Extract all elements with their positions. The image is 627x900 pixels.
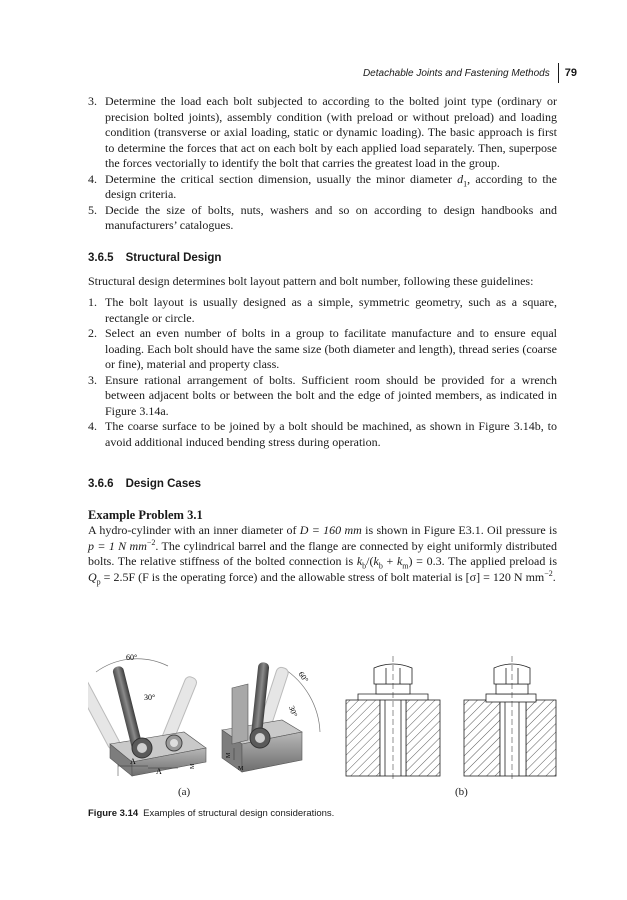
example-title: Example Problem 3.1 [88, 508, 203, 522]
dim-label-A: A [130, 757, 136, 766]
figure-drawing [88, 648, 557, 788]
figure-a-left [88, 653, 206, 776]
text: A hydro-cylinder with an inner diameter of [88, 523, 300, 537]
figure-label-a: (a) [178, 786, 191, 798]
subscript: 1 [463, 178, 468, 188]
list-number: 5. [88, 202, 97, 217]
list-item [88, 203, 557, 234]
subscript: m [402, 561, 409, 571]
dim-label-M: M [226, 752, 232, 758]
math-D: D = 160 mm [299, 523, 362, 537]
section-number: 3.6.6 [88, 478, 114, 490]
list-number: 4. [88, 419, 97, 433]
angle-label-30: 30° [286, 704, 300, 719]
section-number: 3.6.5 [88, 251, 114, 264]
guidelines-list [88, 295, 557, 450]
dim-label-A: A [156, 767, 162, 776]
list-text: The coarse surface to be joined by a bolt should be machined, as shown in Figure 3.14b, to avoid additional induced bending stress during operation. [105, 419, 557, 449]
figure-b-left [346, 656, 440, 782]
page-body [88, 94, 557, 585]
subscript: p [96, 576, 101, 586]
figure-a-right [222, 662, 320, 772]
caption-text: Examples of structural design considerations. [143, 808, 335, 819]
ghost-wrench [88, 678, 121, 751]
dim-label-M: M [238, 766, 244, 772]
angle-label-60: 60° [296, 669, 311, 685]
running-title: Detachable Joints and Fastening Methods [362, 67, 550, 79]
figure-label-b: (b) [455, 786, 468, 798]
list-item [88, 326, 557, 373]
text: . [552, 569, 556, 584]
list-number: 2. [88, 326, 97, 340]
math-Qp: Q [88, 569, 97, 584]
example-text: A hydro-cylinder with an inner diameter of D = 160 mm is shown in Figure E3.1. Oil pressure is p = 1 N $mm^{-2}$. The cylindrical barrel and the flange are connected by eight uniformly distributed bolts. The relative stiffness of the bolted connection is $k_b/(k_b + k_m) = 0.3$. The applied preload is $Q_p = 2.5F$ (F is the operating force) and the allowable stress of bolt material is [σ] = 120 N $mm^{-2}$. [88, 523, 558, 586]
subscript: b [362, 561, 367, 571]
section-intro: Structural design determines bolt layout pattern and bolt number, following these guidelines: [88, 273, 534, 288]
figure-caption [88, 808, 334, 819]
math-km: k [396, 554, 403, 568]
list-item [88, 295, 557, 326]
superscript: −2 [544, 568, 553, 578]
text: . The cylindrical barrel and the flange are connected by eight uniformly distributed bolts. The relative stiffness of the bolted connection is [88, 538, 557, 568]
text: = 2.5F (F is the operating force) and the allowable stress of bolt material is [σ] = 120 N mm [100, 569, 545, 584]
page-number: 79 [564, 67, 577, 79]
list-item [88, 172, 557, 203]
list-text: Select an even number of bolts in a group to facilitate manufacture and to ensure equal loading. Each bolt should have the same size (both diameter and length), thread series (coarse or fine), material and property class. [105, 326, 557, 371]
list-text: Determine the load each bolt subjected to according to the bolted joint type (ordinary or precision bolted joints), assembly condition (with preload or without preload) and loading condition (transverse or axial loading, static or dynamic loading). The basic approach is first to determine the forces that act on each bolt by each applied load separately. Then, superpose the forces vectorially to identify the bolt that carries the greatest load in the group. [105, 94, 557, 170]
steps-list-top [88, 94, 557, 234]
caption-label: Figure 3.14 [88, 808, 139, 819]
math-kb: k [356, 554, 363, 568]
list-text: Decide the size of bolts, nuts, washers and so on according to design handbooks and manufacturers’ catalogues. [105, 202, 557, 232]
section-heading-3-6-6 [88, 478, 557, 490]
list-item [88, 373, 557, 420]
section-title: Structural Design [125, 251, 222, 264]
math-kb2: k [373, 554, 379, 568]
angle-label-30: 30° [144, 693, 156, 702]
list-item [88, 419, 557, 450]
symbol-d: d [457, 171, 464, 186]
section-title: Design Cases [125, 478, 202, 490]
header-divider [558, 63, 559, 83]
subscript: b [378, 561, 383, 571]
text: is shown in Figure E3.1. Oil pressure is [361, 523, 557, 537]
list-number: 1. [88, 295, 97, 309]
figure-3-14 [88, 648, 557, 828]
list-item [88, 94, 557, 172]
list-text: The bolt layout is usually designed as a simple, symmetric geometry, such as a square, rectangle or circle. [105, 295, 557, 325]
superscript: −2 [146, 537, 156, 547]
list-text: , according to the design criteria. [105, 171, 557, 201]
list-number: 3. [88, 372, 97, 387]
list-number: 4. [88, 171, 97, 186]
list-number: 3. [88, 94, 97, 108]
math-p: p = 1 N mm [88, 538, 147, 553]
angle-label-60: 60° [126, 653, 138, 662]
section-heading-3-6-5 [88, 252, 557, 264]
list-text: Determine the critical section dimension, usually the minor diameter [105, 171, 458, 186]
figure-b-right [464, 656, 556, 782]
dim-label-M: M [190, 763, 196, 769]
text: = 0.3. The applied preload is [412, 554, 558, 568]
running-header [88, 64, 577, 82]
list-text: Ensure rational arrangement of bolts. Sufficient room should be provided for a wrench between adjacent bolts or between the bolt and the edge of jointed members, as indicated in Figure 3.14a. [105, 372, 557, 418]
